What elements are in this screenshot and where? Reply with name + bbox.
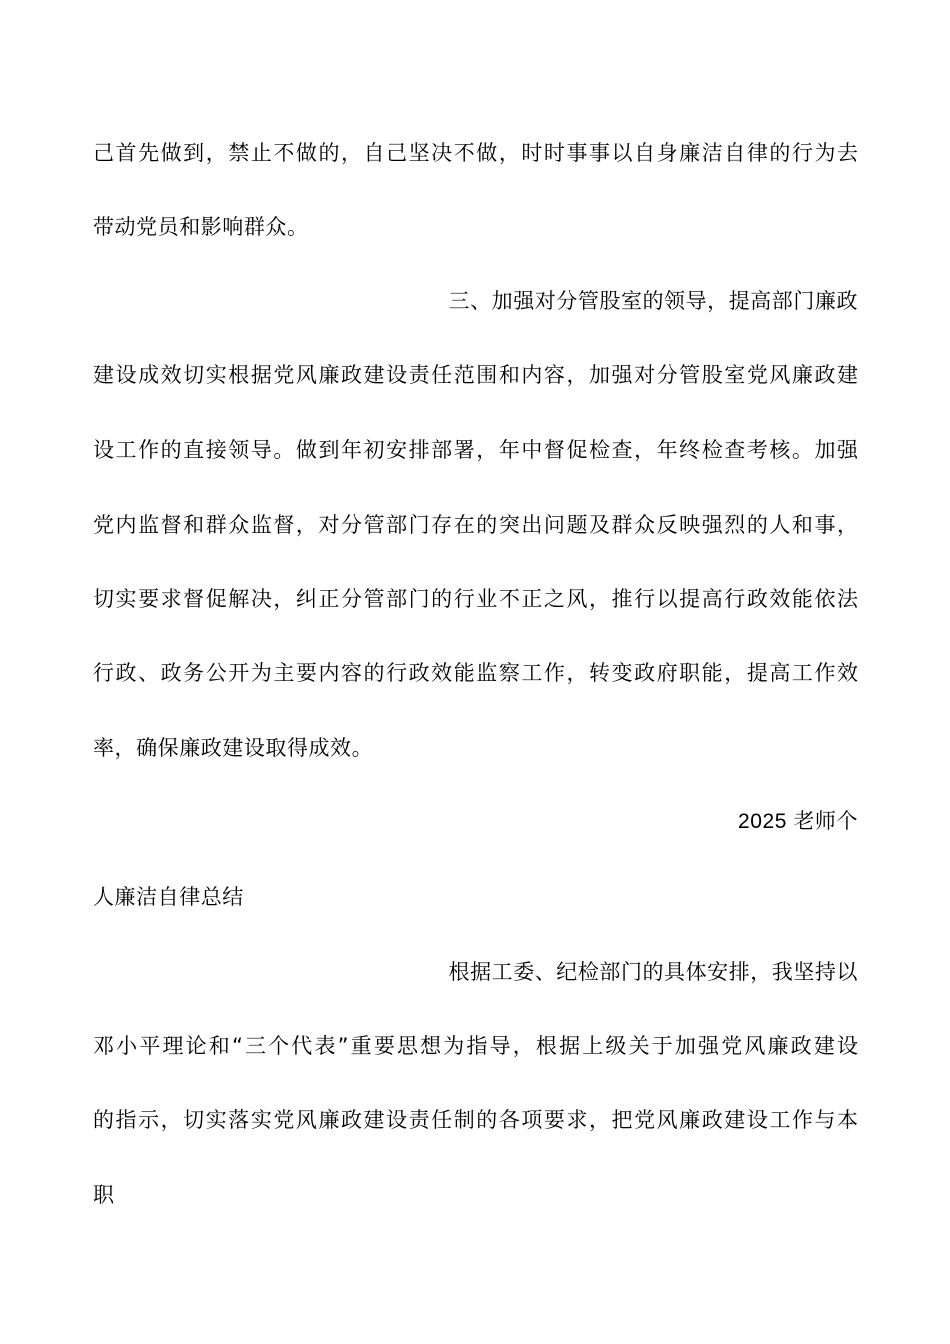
paragraph-line: 行政、政务公开为主要内容的行政效能监察工作，转变政府职能，提高工作效	[93, 661, 858, 685]
paragraph-line: 率，确保廉政建设取得成效。	[93, 736, 374, 760]
paragraph-line: 职	[93, 1183, 115, 1207]
paragraph-line: 建设成效切实根据党风廉政建设责任范围和内容，加强对分管股室党风廉政建	[93, 363, 858, 387]
section-heading-line: 三、加强对分管股室的领导，提高部门廉政	[448, 289, 858, 313]
paragraph-line: 的指示，切实落实党风廉政建设责任制的各项要求，把党风廉政建设工作与本	[93, 1108, 858, 1132]
title-line: 人廉洁自律总结	[93, 885, 244, 909]
paragraph-line: 己首先做到，禁止不做的，自己坚决不做，时时事事以自身廉洁自律的行为去	[93, 141, 858, 165]
title-line: 2025 老师个	[738, 810, 858, 833]
paragraph-line: 党内监督和群众监督，对分管部门存在的突出问题及群众反映强烈的人和事，	[93, 513, 858, 537]
paragraph-line: 设工作的直接领导。做到年初安排部署，年中督促检查，年终检查考核。加强	[93, 438, 858, 462]
paragraph-line: 带动党员和影响群众。	[93, 215, 309, 239]
paragraph-line: 邓小平理论和“三个代表”重要思想为指导，根据上级关于加强党风廉政建设	[93, 1034, 858, 1058]
paragraph-line: 切实要求督促解决，纠正分管部门的行业不正之风，推行以提高行政效能依法	[93, 587, 858, 611]
paragraph-line: 根据工委、纪检部门的具体安排，我坚持以	[448, 960, 858, 984]
